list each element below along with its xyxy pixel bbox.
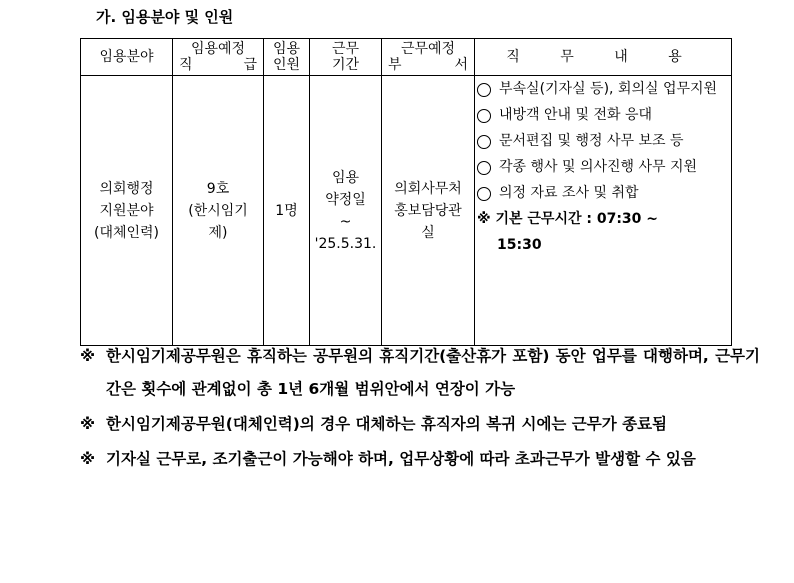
notes-section bbox=[80, 340, 760, 478]
note-text: 기자실 근무로, 조기출근이 가능해야 하며, 업무상황에 따라 초과근무가 발생할 수 있음 bbox=[106, 450, 696, 468]
note-item bbox=[80, 340, 760, 406]
header-rank: 임용예정 직 급 bbox=[173, 39, 264, 76]
cell-dept: 의회사무처 홍보담당관 실 bbox=[382, 76, 475, 346]
header-period: 근무 기간 bbox=[310, 39, 382, 76]
note-mark: ※ bbox=[80, 450, 96, 468]
list-item: 의정 자료 조사 및 취합 bbox=[475, 180, 731, 206]
cell-field: 의회행정 지원분야 (대체인력) bbox=[81, 76, 173, 346]
cell-duties bbox=[475, 76, 732, 346]
cell-rank: 9호 (한시임기 제) bbox=[173, 76, 264, 346]
circle-bullet-icon bbox=[477, 161, 491, 175]
header-dept: 근무예정 부 서 bbox=[382, 39, 475, 76]
cell-count: 1명 bbox=[264, 76, 310, 346]
list-item: 부속실(기자실 등), 회의실 업무지원 bbox=[475, 76, 731, 102]
header-count: 임용 인원 bbox=[264, 39, 310, 76]
list-item: 문서편집 및 행정 사무 보조 등 bbox=[475, 128, 731, 154]
cell-period: 임용 약정일 ~ '25.5.31. bbox=[310, 76, 382, 346]
table-row bbox=[81, 76, 732, 346]
note-text: 한시임기제공무원은 휴직하는 공무원의 휴직기간(출산휴가 포함) 동안 업무를 대행하며, 근무기간은 횟수에 관계없이 총 1년 6개월 범위안에서 연장이 가능 bbox=[106, 347, 760, 398]
note-mark: ※ bbox=[80, 347, 96, 365]
note-item bbox=[80, 443, 760, 476]
circle-bullet-icon bbox=[477, 135, 491, 149]
circle-bullet-icon bbox=[477, 109, 491, 123]
circle-bullet-icon bbox=[477, 83, 491, 97]
recruitment-table bbox=[80, 38, 732, 346]
circle-bullet-icon bbox=[477, 187, 491, 201]
section-heading: 가. 임용분야 및 인원 bbox=[96, 8, 234, 26]
note-item bbox=[80, 408, 760, 441]
list-item: 각종 행사 및 의사진행 사무 지원 bbox=[475, 154, 731, 180]
header-field: 임용분야 bbox=[81, 39, 173, 76]
note-mark: ※ bbox=[80, 415, 96, 433]
table-header-row bbox=[81, 39, 732, 76]
header-duties: 직 무 내 용 bbox=[475, 39, 732, 76]
basic-hours: ※ 기본 근무시간 : 07:30 ~ 15:30 bbox=[477, 211, 659, 253]
list-item: 내방객 안내 및 전화 응대 bbox=[475, 102, 731, 128]
note-text: 한시임기제공무원(대체인력)의 경우 대체하는 휴직자의 복귀 시에는 근무가 종료됨 bbox=[106, 415, 668, 433]
